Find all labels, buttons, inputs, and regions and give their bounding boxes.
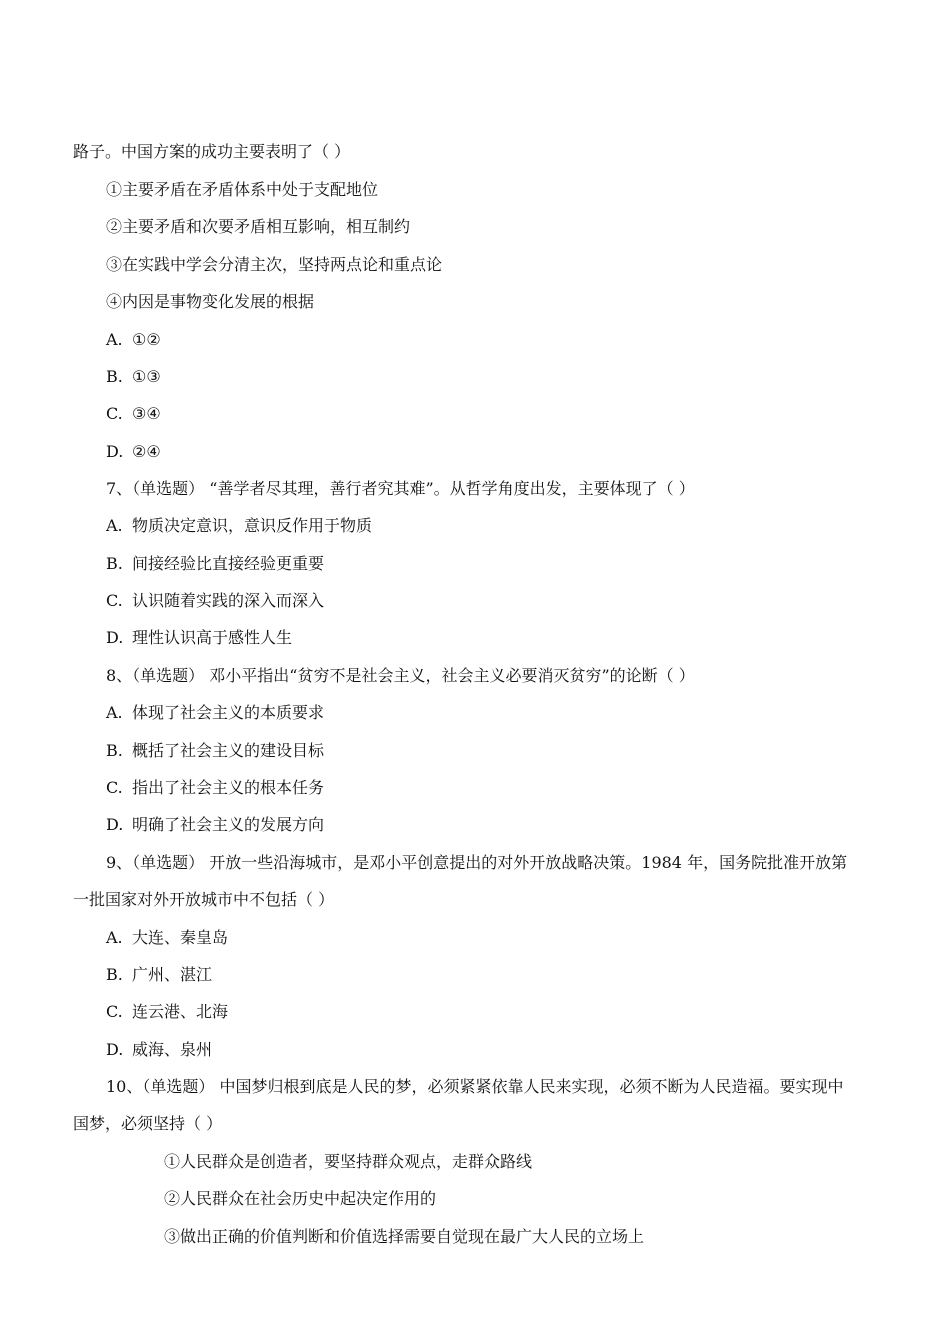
option-text: ①③	[132, 367, 161, 386]
q9-option-a[interactable]	[106, 928, 916, 948]
option-text: 威海、泉州	[132, 1040, 213, 1059]
q7-option-c[interactable]	[106, 591, 916, 611]
option-text: 明确了社会主义的发展方向	[132, 815, 325, 834]
option-text: 概括了社会主义的建设目标	[132, 741, 325, 760]
q10-statement-2: ②人民群众在社会历史中起决定作用的	[164, 1189, 437, 1208]
q8-option-c[interactable]	[106, 778, 916, 798]
option-text: ①②	[132, 330, 161, 349]
q9-option-c[interactable]	[106, 1002, 916, 1022]
option-letter: D.	[106, 442, 124, 461]
q6-option-c[interactable]	[106, 404, 916, 424]
option-text: ③④	[132, 404, 161, 423]
option-letter: A.	[106, 516, 123, 535]
q6-statement-2: ②主要矛盾和次要矛盾相互影响，相互制约	[106, 217, 411, 236]
option-letter: A.	[106, 703, 123, 722]
q8-stem: 8、（单选题） 邓小平指出“贫穷不是社会主义，社会主义必要消灭贫穷”的论断（ ）	[106, 666, 695, 685]
option-text: 大连、秦皇岛	[132, 928, 229, 947]
q10-statement-1: ①人民群众是创造者，要坚持群众观点，走群众路线	[164, 1152, 533, 1171]
option-letter: D.	[106, 628, 124, 647]
option-letter: D.	[106, 815, 124, 834]
option-text: 指出了社会主义的根本任务	[132, 778, 325, 797]
q6-statement-3: ③在实践中学会分清主次，坚持两点论和重点论	[106, 255, 443, 274]
option-letter: B.	[106, 741, 123, 760]
option-text: 体现了社会主义的本质要求	[132, 703, 325, 722]
q6-statement-4: ④内因是事物变化发展的根据	[106, 292, 315, 311]
option-letter: D.	[106, 1040, 124, 1059]
option-text: 认识随着实践的深入而深入	[132, 591, 325, 610]
q8-option-d[interactable]	[106, 815, 916, 835]
q8-option-a[interactable]	[106, 703, 916, 723]
option-letter: C.	[106, 404, 123, 423]
q6-statement-1: ①主要矛盾在矛盾体系中处于支配地位	[106, 180, 379, 199]
q9-option-b[interactable]	[106, 965, 916, 985]
option-letter: B.	[106, 367, 123, 386]
q10-stem-line-2: 国梦，必须坚持（ ）	[73, 1114, 223, 1133]
q6-option-a[interactable]	[106, 330, 916, 350]
option-letter: A.	[106, 330, 123, 349]
option-letter: C.	[106, 591, 123, 610]
option-text: 连云港、北海	[132, 1002, 229, 1021]
q10-statement-3: ③做出正确的价值判断和价值选择需要自觉现在最广大人民的立场上	[164, 1227, 645, 1246]
q7-option-b[interactable]	[106, 554, 916, 574]
q9-option-d[interactable]	[106, 1040, 916, 1060]
q10-stem-line-1: 10、（单选题） 中国梦归根到底是人民的梦，必须紧紧依靠人民来实现，必须不断为人民造福。要实现中	[106, 1077, 844, 1096]
option-text: 间接经验比直接经验更重要	[132, 554, 325, 573]
q6-stem-tail: 路子。中国方案的成功主要表明了（ ）	[73, 142, 351, 161]
option-text: 物质决定意识，意识反作用于物质	[132, 516, 373, 535]
q9-stem-line-2: 一批国家对外开放城市中不包括（ ）	[73, 890, 335, 909]
option-letter: A.	[106, 928, 123, 947]
option-letter: B.	[106, 965, 123, 984]
q8-option-b[interactable]	[106, 741, 916, 761]
option-text: 广州、湛江	[132, 965, 213, 984]
q6-option-b[interactable]	[106, 367, 916, 387]
option-letter: C.	[106, 778, 123, 797]
q7-option-a[interactable]	[106, 516, 916, 536]
q6-option-d[interactable]	[106, 442, 916, 462]
q7-option-d[interactable]	[106, 628, 916, 648]
option-letter: B.	[106, 554, 123, 573]
option-text: ②④	[132, 442, 161, 461]
option-letter: C.	[106, 1002, 123, 1021]
option-text: 理性认识高于感性人生	[132, 628, 293, 647]
q9-stem-line-1: 9、（单选题） 开放一些沿海城市，是邓小平创意提出的对外开放战略决策。1984 年，国务院批准开放第	[106, 853, 848, 872]
q7-stem: 7、（单选题） “善学者尽其理，善行者究其难”。从哲学角度出发，主要体现了（ ）	[106, 479, 695, 498]
